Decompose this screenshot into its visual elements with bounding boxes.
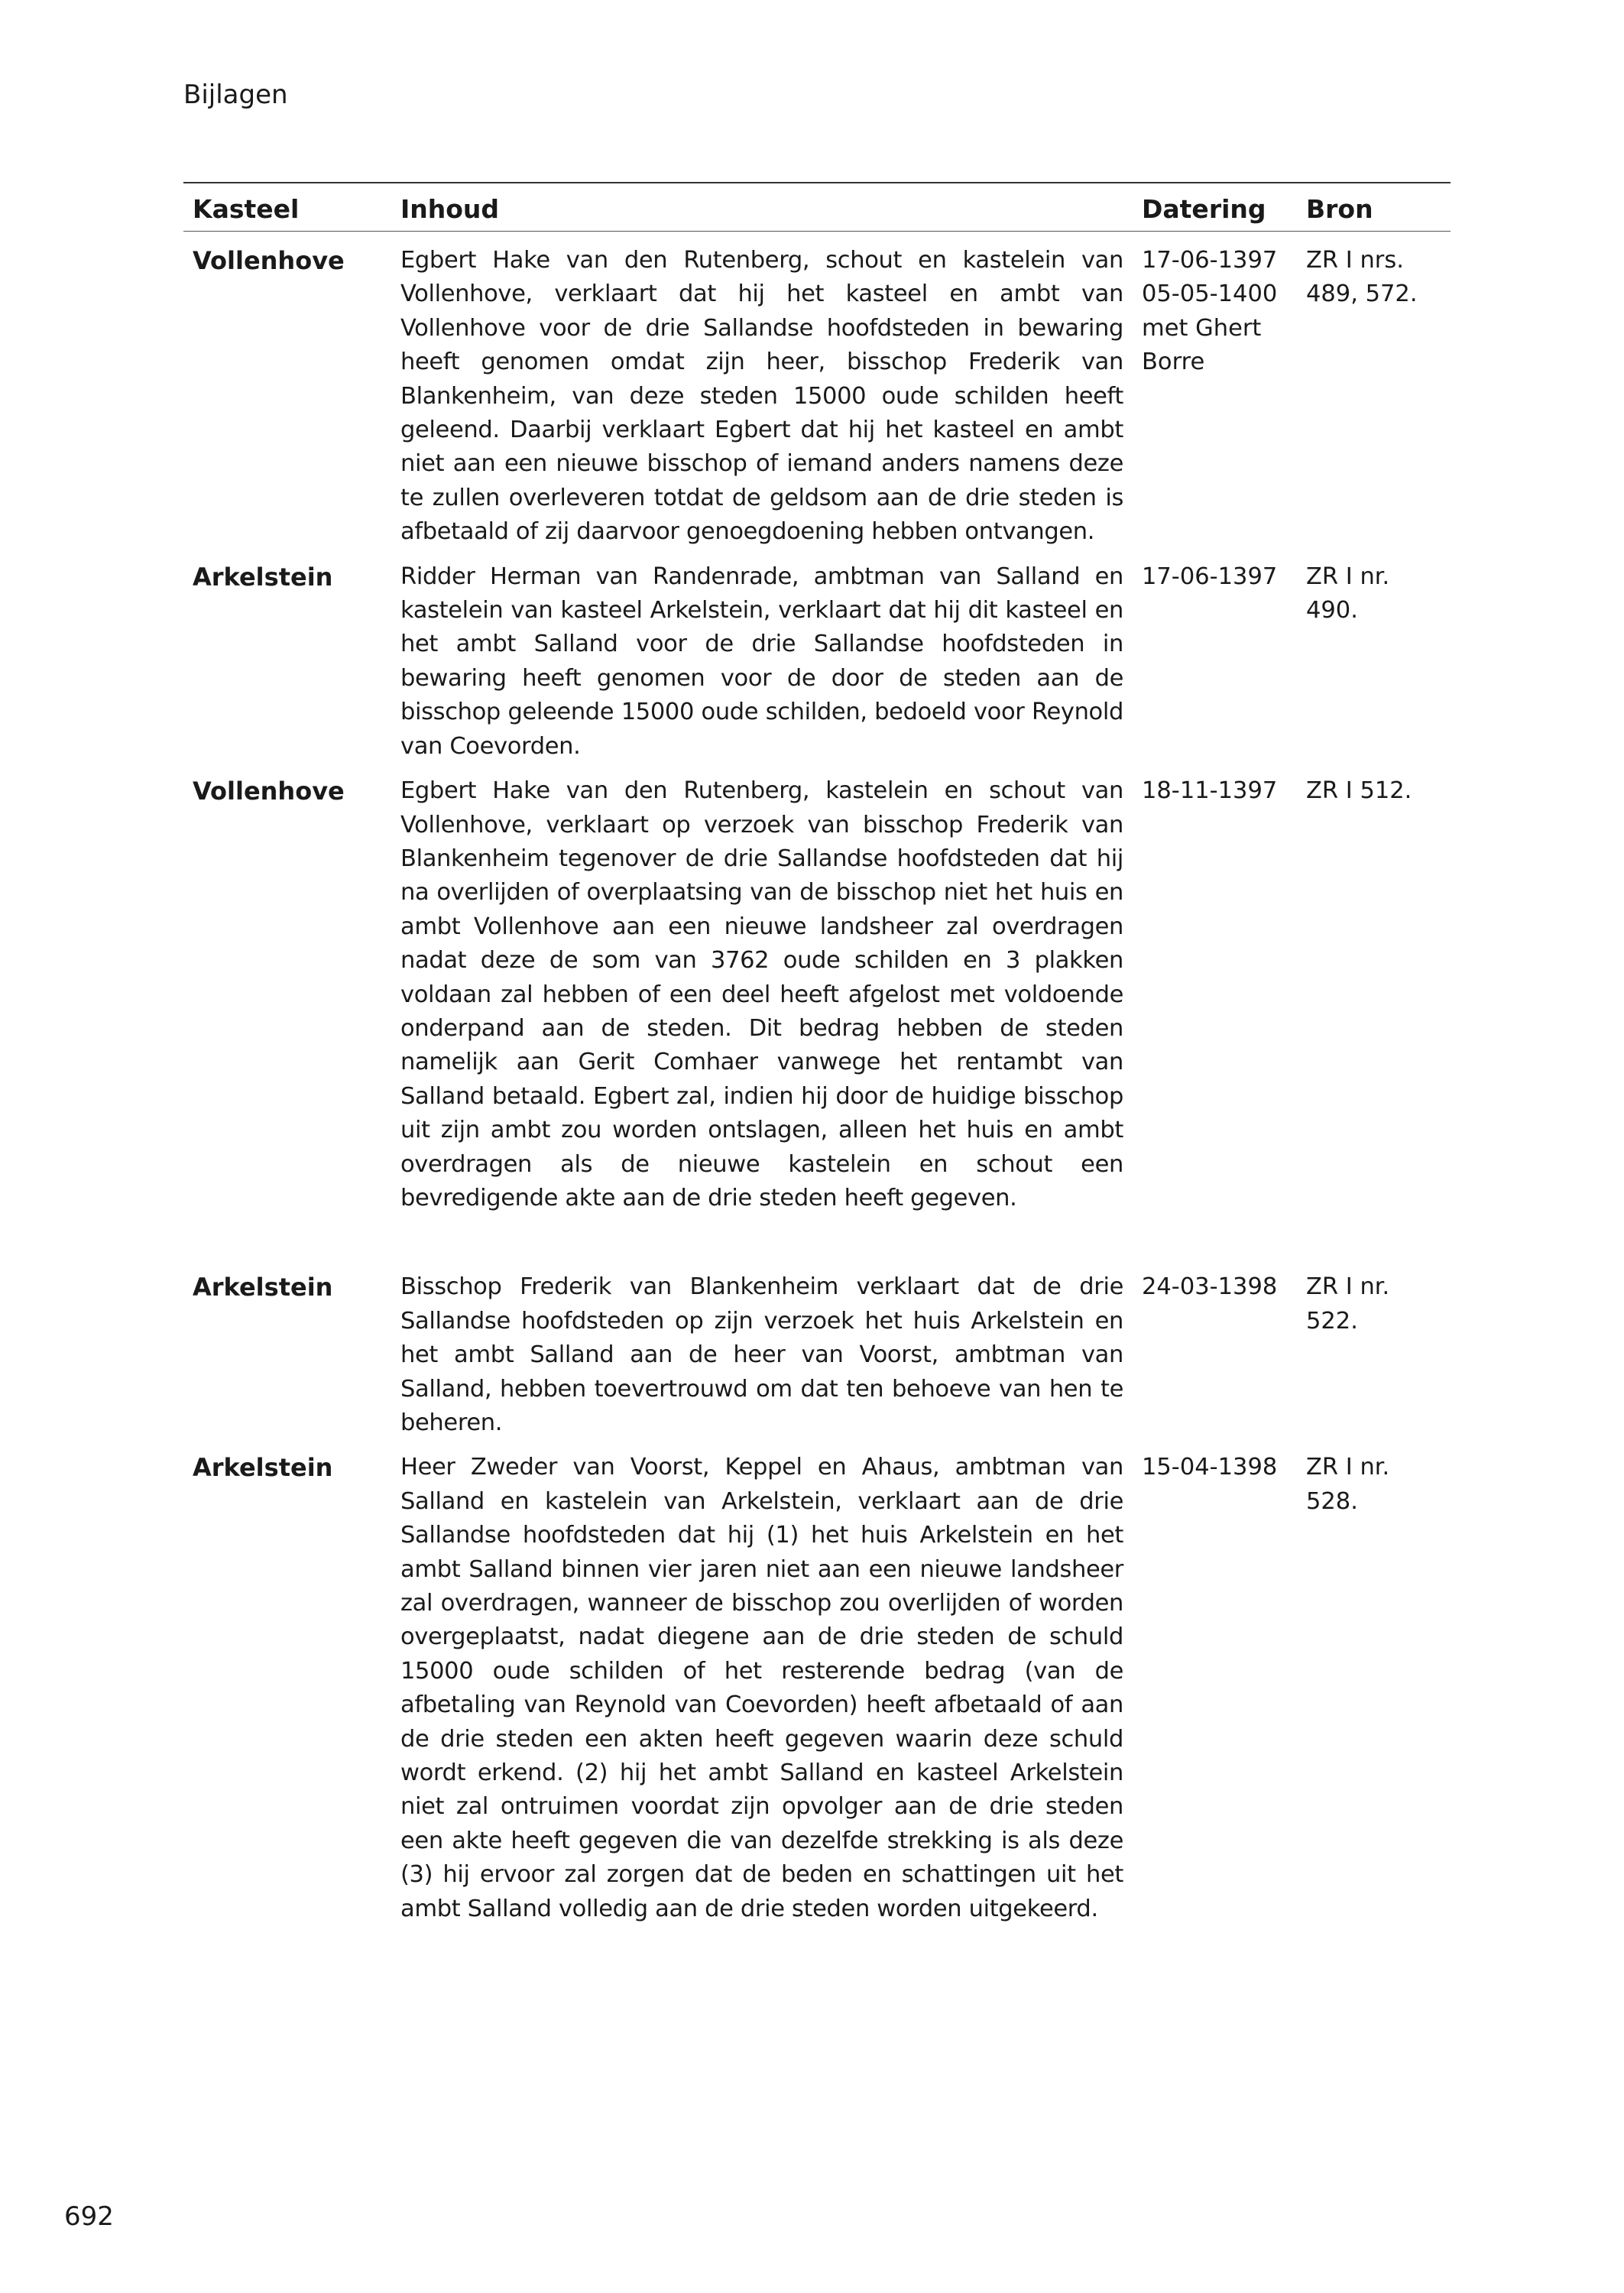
cell-bron: ZR I 512. (1306, 777, 1412, 805)
row-spacer (183, 1215, 1451, 1260)
cell-inhoud: Egbert Hake van den Rutenberg, kastelein en schout van Vollenhove, verklaart op verzoek van bisschop Frederik van Blankenheim tegenover de drie Sallandse hoofdsteden dat hij na overlijden of overplaatsing van de bisschop niet het huis en ambt Vollenhove aan een nieuwe landsheer zal overdragen nadat deze de som van 3762 oude schilden en 3 plakken voldaan zal hebben of een deel heeft afgelost met voldoende onderpand aan de steden. Dit bedrag hebben de steden namelijk aan Gerit Comhaer vanwege het rentambt van Salland betaald. Egbert zal, indien hij door de huidige bisschop uit zijn ambt zou worden ontslagen, alleen het huis en ambt overdragen als de nieuwe kastelein en schout een bevredigende akte aan de drie steden heeft gegeven. (400, 777, 1123, 1211)
cell-datering: 17-06-1397 05-05-1400 met Ghert Borre (1142, 247, 1278, 376)
table-row (183, 1440, 1451, 1926)
cell-datering: 24-03-1398 (1142, 1273, 1278, 1301)
cell-kasteel: Vollenhove (193, 246, 345, 275)
cell-kasteel: Arkelstein (193, 562, 333, 592)
column-header-bron: Bron (1297, 183, 1451, 232)
table-body (183, 232, 1451, 1927)
cell-inhoud: Heer Zweder van Voorst, Keppel en Ahaus, ambtman van Salland en kastelein van Arkelstein, verklaart aan de drie Sallandse hoofdsteden dat hij (1) het huis Arkelstein en het ambt Salland binnen vier jaren niet aan een nieuwe landsheer zal overdragen, wanneer de bisschop zou overlijden of worden overgeplaatst, nadat diegene aan de drie steden de schuld 15000 oude schilden of het resterende bedrag (van de afbetaling van Reynold van Coevorden) heeft afbetaald of aan de drie steden een akten heeft gegeven waarin deze schuld wordt erkend. (2) hij het ambt Salland en kasteel Arkelstein niet zal ontruimen voordat zijn opvolger aan de drie steden een akte heeft gegeven die van dezelfde strekking is als deze (3) hij ervoor zal zorgen dat de beden en schattingen uit het ambt Salland volledig aan de drie steden worden uitgekeerd. (400, 1454, 1123, 1922)
table-header-row (183, 183, 1451, 232)
table-row (183, 550, 1451, 764)
cell-datering: 15-04-1398 (1142, 1454, 1278, 1481)
table-header (183, 183, 1451, 232)
page-number: 692 (64, 2201, 114, 2232)
cell-inhoud: Bisschop Frederik van Blankenheim verklaart dat de drie Sallandse hoofdsteden op zijn verzoek het huis Arkelstein en het ambt Salland aan de heer van Voorst, ambtman van Salland, hebben toevertrouwd om dat ten behoeve van hen te beheren. (400, 1273, 1123, 1436)
castle-documents-table (183, 182, 1451, 1926)
column-header-kasteel: Kasteel (183, 183, 391, 232)
row-spacer-cell (183, 1215, 1451, 1260)
cell-bron: ZR I nr. 522. (1306, 1273, 1390, 1335)
cell-datering: 17-06-1397 (1142, 563, 1278, 590)
cell-kasteel: Arkelstein (193, 1453, 333, 1483)
cell-kasteel: Arkelstein (193, 1273, 333, 1302)
cell-bron: ZR I nr. 528. (1306, 1454, 1390, 1515)
table-row (183, 1260, 1451, 1440)
cell-kasteel: Vollenhove (193, 777, 345, 806)
table-row (183, 232, 1451, 550)
cell-inhoud: Ridder Herman van Randenrade, ambtman van Salland en kastelein van kasteel Arkelstein, verklaart dat hij dit kasteel en het ambt Salland voor de drie Sallandse hoofdsteden in bewaring heeft genomen voor de door de steden aan de bisschop geleende 15000 oude schilden, bedoeld voor Reynold van Coevorden. (400, 563, 1123, 760)
running-head: Bijlagen (183, 79, 288, 110)
cell-bron: ZR I nrs. 489, 572. (1306, 247, 1418, 308)
table-row (183, 764, 1451, 1215)
cell-datering: 18-11-1397 (1142, 777, 1278, 805)
cell-inhoud: Egbert Hake van den Rutenberg, schout en kastelein van Vollenhove, verklaart dat hij het kasteel en ambt van Vollenhove voor de drie Sallandse hoofdsteden in bewaring heeft genomen omdat zijn heer, bisschop Frederik van Blankenheim, van deze steden 15000 oude schilden heeft geleend. Daarbij verklaart Egbert dat hij het kasteel en ambt niet aan een nieuwe bisschop of iemand anders namens deze te zullen overleveren totdat de geldsom aan de drie steden is afbetaald of zij daarvoor genoegdoening hebben ontvangen. (400, 247, 1123, 546)
column-header-inhoud: Inhoud (391, 183, 1133, 232)
cell-bron: ZR I nr. 490. (1306, 563, 1390, 624)
column-header-datering: Datering (1133, 183, 1297, 232)
